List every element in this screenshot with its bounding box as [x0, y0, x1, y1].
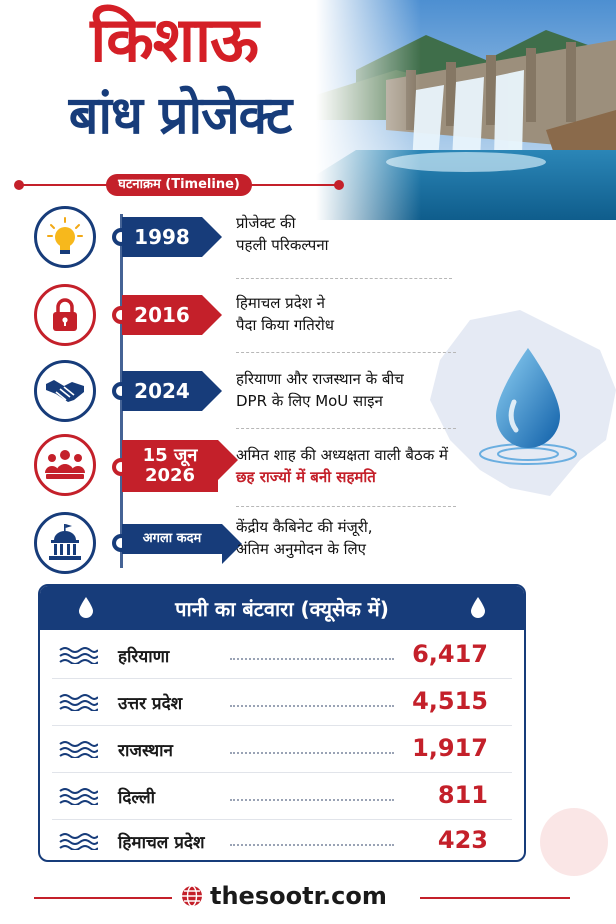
government-building-icon: [34, 512, 96, 574]
padlock-icon: [34, 284, 96, 346]
water-waves-icon: [58, 646, 98, 668]
timeline-description: [236, 516, 373, 560]
timeline-heading-rule-right: [248, 184, 338, 186]
publisher-logo-watermark: [540, 808, 608, 876]
timeline-date-year: 2026: [144, 465, 196, 486]
timeline-item-2024: [0, 356, 616, 426]
timeline-date-badge: [122, 440, 218, 492]
state-cusec-value: 423: [437, 826, 488, 854]
footer-rule-left: [34, 897, 172, 899]
water-drop-icon: [470, 596, 486, 623]
state-name: हरियाणा: [118, 647, 170, 667]
timeline-description: [236, 292, 334, 336]
timeline-item-2016: [0, 280, 616, 350]
water-drop-icon: [78, 596, 94, 623]
water-share-heading: [40, 586, 524, 630]
group-icon: [34, 434, 96, 496]
water-waves-icon: [58, 787, 98, 809]
next-step-badge: अगला कदम: [122, 524, 222, 554]
water-waves-icon: [58, 740, 98, 762]
dam-illustration: [316, 0, 616, 220]
timeline-divider: [236, 506, 456, 507]
state-cusec-value: 811: [437, 781, 488, 809]
timeline-description-line: अमित शाह की अध्यक्षता वाली बैठक में: [236, 446, 448, 464]
timeline-description: [236, 368, 404, 412]
timeline-description-line: प्रोजेक्ट की: [236, 214, 296, 232]
water-share-table: [38, 584, 526, 862]
state-name: हिमाचल प्रदेश: [118, 833, 205, 853]
state-name: राजस्थान: [118, 741, 173, 761]
timeline-description: [236, 212, 329, 256]
timeline-item-next-step: [0, 510, 616, 580]
timeline-divider: [236, 278, 452, 279]
leader-dots: [230, 705, 394, 707]
timeline-description-line: पैदा किया गतिरोध: [236, 316, 335, 334]
timeline-date-day: 15 जून: [142, 445, 198, 467]
water-waves-icon: [58, 693, 98, 715]
title-line-2: बांध प्रोजेक्ट: [68, 86, 292, 146]
timeline-item-1998: [0, 202, 616, 272]
title-line-1: किशाऊ: [90, 3, 258, 76]
water-share-row: [40, 726, 524, 772]
timeline-year-badge: 2024: [122, 371, 202, 411]
timeline-description-line: हिमाचल प्रदेश ने: [236, 294, 325, 312]
footer-rule-right: [420, 897, 570, 899]
water-share-row: [40, 632, 524, 678]
water-share-row: [40, 818, 524, 862]
timeline-heading-rule-left: [20, 184, 112, 186]
timeline-description-line: DPR के लिए MoU साइन: [236, 392, 383, 410]
timeline-description-line: हरियाणा और राजस्थान के बीच: [236, 370, 404, 388]
timeline-year-badge: 2016: [122, 295, 202, 335]
timeline-label: घटनाक्रम (Timeline): [106, 174, 252, 196]
timeline-divider: [236, 352, 456, 353]
leader-dots: [230, 658, 394, 660]
timeline-year-badge: 1998: [122, 217, 202, 257]
water-share-title: पानी का बंटवारा (क्यूसेक में): [175, 596, 389, 621]
state-cusec-value: 4,515: [412, 687, 488, 715]
timeline-heading: [14, 174, 344, 196]
leader-dots: [230, 799, 394, 801]
timeline-divider: [236, 428, 456, 429]
state-name: उत्तर प्रदेश: [118, 694, 183, 714]
state-name: दिल्ली: [118, 788, 156, 808]
timeline-description-line: अंतिम अनुमोदन के लिए: [236, 540, 366, 558]
timeline-item-2026: [0, 434, 616, 504]
timeline-description-line: केंद्रीय कैबिनेट की मंजूरी,: [236, 518, 373, 536]
website-link[interactable]: thesootr.com: [210, 882, 387, 910]
timeline-description-highlight: छह राज्यों में बनी सहमति: [236, 468, 376, 486]
globe-icon: [180, 884, 204, 912]
leader-dots: [230, 844, 394, 846]
timeline-description: [236, 444, 448, 488]
water-waves-icon: [58, 832, 98, 854]
water-share-row: [40, 679, 524, 725]
timeline-heading-dot-right: [334, 180, 344, 190]
water-share-row: [40, 773, 524, 819]
handshake-icon: [34, 360, 96, 422]
leader-dots: [230, 752, 394, 754]
timeline-description-line: पहली परिकल्पना: [236, 236, 329, 254]
state-cusec-value: 1,917: [412, 734, 488, 762]
lightbulb-icon: [34, 206, 96, 268]
state-cusec-value: 6,417: [412, 640, 488, 668]
